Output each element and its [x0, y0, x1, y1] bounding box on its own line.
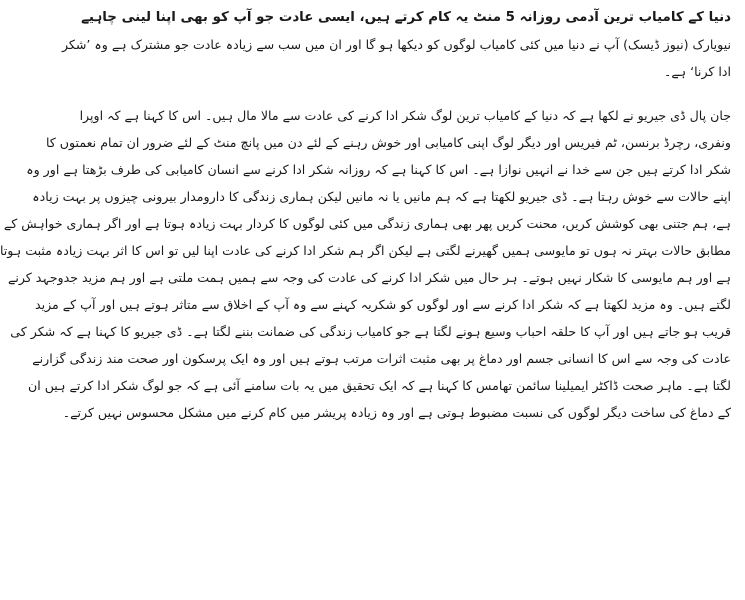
article-headline: دنیا کے کامیاب ترین آدمی روزانہ 5 منٹ یہ کام کرتے ہیں، ایسی عادت جو آپ کو بھی اپنا لینی چاہیے	[81, 10, 731, 25]
body-line: لگتا ہے۔ ماہر صحت ڈاکٹر ایمیلینا سائمن تھامس کا کہنا ہے کہ ایک تحقیق میں یہ بات سامنے آئی ہے کہ جو لوگ شکر ادا کرتے ہیں ان	[27, 378, 731, 393]
article	[0, 4, 731, 596]
body-line: کے دماغ کی ساخت دیگر لوگوں کی نسبت مضبوط ہوتی ہے اور وہ زیادہ پریشر میں کام کرنے میں مشکل محسوس نہیں کرتے۔	[62, 405, 731, 420]
body-line: ہے اور ہم مایوسی کا شکار نہیں ہوتے۔ ہر حال میں شکر ادا کرنے کی عادت کی وجہ سے ہمیں ہمت ملتی ہے اور ہم مزید جدوجہد کرنے	[7, 270, 731, 285]
body-line: اپنے حالات سے خوش رہتا ہے۔ ڈی جیریو لکھتا ہے کہ ہم مانیں یا نہ مانیں لیکن ہماری زندگی کا دارومدار بیرونی چیزوں پر بہت زیادہ	[32, 189, 731, 204]
body-line: ونفری، رچرڈ برنسن، ٹم فیریس اور دیگر لوگ اپنی کامیابی اور خوش رہنے کے لئے دن میں پانچ منٹ کے لئے ضرور ان تمام نعمتوں کا	[45, 135, 731, 150]
body-line: قریب ہو جاتے ہیں اور آپ کا حلقہ احباب وسیع ہونے لگتا ہے جو کامیاب زندگی کی ضمانت بننے لگتا ہے۔ ڈی جیریو کا کہنا ہے کہ شکر کی	[10, 324, 731, 339]
body-line: لگتے ہیں۔ وہ مزید لکھتا ہے کہ شکر ادا کرنے سے اور لوگوں کو شکریہ کہنے سے وہ آپ کے اخلاق سے متاثر ہوتے ہیں اور آپ کے مزید	[34, 297, 731, 312]
body-line: شکر ادا کرتے ہیں جن سے خدا نے انہیں نوازا ہے۔ اس کا کہنا ہے کہ روزانہ شکر ادا کرنے سے انسان کامیابی کی طرف بڑھتا ہے اور وہ	[26, 162, 731, 177]
paragraph-gap	[159, 85, 731, 102]
intro-line: ادا کرنا‘ ہے۔	[663, 64, 731, 79]
body-line: عادت کی وجہ سے اس کا انسانی جسم اور دماغ پر بھی مثبت اثرات مرتب ہوتے ہیں اور وہ ایک پرسکون اور صحت مند زندگی گزارنے	[32, 351, 731, 366]
body-line: مطابق حالات بہتر نہ ہوں تو مایوسی ہمیں گھیرنے لگتی ہے لیکن اگر ہم شکر ادا کرنے کی عادت اپنا لیں تو اس کا اثر بہت زیادہ مثبت ہوتا	[0, 243, 731, 258]
intro-line: نیویارک (نیوز ڈیسک) آپ نے دنیا میں کئی کامیاب لوگوں کو دیکھا ہو گا اور ان میں سب سے زیادہ عادت جو مشترک ہے وہ ’شکر	[61, 37, 731, 52]
body-line: جان پال ڈی جیریو نے لکھا ہے کہ دنیا کے کامیاب ترین لوگ شکر ادا کرنے کی عادت سے مالا مال ہیں۔ اس کا کہنا ہے کہ اوپرا	[79, 108, 731, 123]
body-line: ہے، ہم جتنی بھی کوشش کریں، محنت کریں پھر بھی ہماری زندگی میں کئی لوگوں کا کردار بہت زیادہ ہوتا ہے اور اگر ہماری خواہش کے	[3, 216, 731, 231]
